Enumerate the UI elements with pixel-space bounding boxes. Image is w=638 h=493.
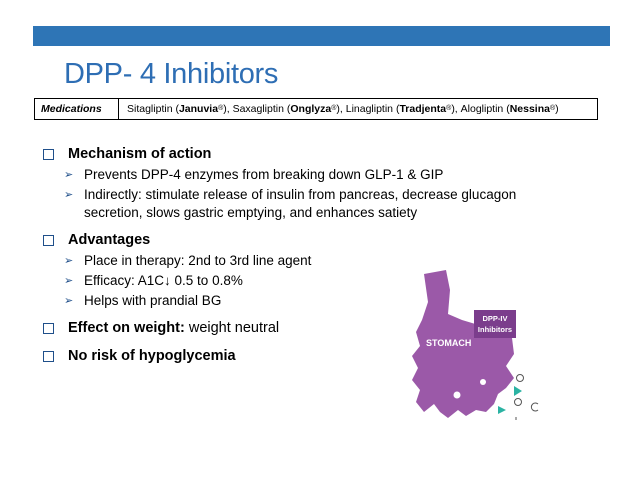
list-item (64, 166, 600, 184)
dpp4-label-line1: DPP-IV (482, 314, 508, 323)
teal-triangle-icon (498, 406, 506, 414)
med-generic-2: Saxagliptin (232, 103, 284, 115)
arrow-bullet-icon: ➢ (64, 169, 74, 181)
arrow-bullet-icon: ➢ (64, 295, 74, 307)
checkbox-bullet-icon (43, 351, 54, 362)
med-generic-1: Sitagliptin (127, 103, 173, 115)
mechanism-point-2: Indirectly: stimulate release of insulin from pancreas, decrease glucagon secretion, slows gastric emptying, and enhances satiety (84, 187, 517, 220)
weight-heading: Effect on weight: (68, 320, 185, 336)
arrow-bullet-icon: ➢ (64, 255, 74, 267)
stomach-label: STOMACH (426, 338, 472, 348)
med-brand-1: Januvia (178, 103, 219, 115)
mechanism-heading: Mechanism of action (68, 146, 212, 162)
teal-triangle-icon (514, 386, 522, 396)
slide-title: DPP- 4 Inhibitors (64, 58, 279, 90)
section-mechanism (40, 146, 600, 162)
molecule-icon (515, 399, 522, 406)
med-generic-4: Alogliptin (460, 103, 504, 115)
med-brand-4: Nessina (509, 103, 550, 115)
dpp4-label-line2: Inhibitors (477, 325, 513, 334)
arrow-bullet-icon: ➢ (64, 275, 74, 287)
weight-value: weight neutral (188, 320, 280, 336)
advantage-point-1: Place in therapy: 2nd to 3rd line agent (84, 253, 312, 268)
advantage-point-2: Efficacy: A1C↓ 0.5 to 0.8% (84, 273, 243, 288)
checkbox-bullet-icon (43, 323, 54, 334)
advantages-heading: Advantages (68, 232, 151, 248)
mechanism-point-1: Prevents DPP-4 enzymes from breaking down GLP-1 & GIP (84, 167, 444, 182)
molecule-icon (517, 375, 524, 382)
checkbox-bullet-icon (43, 235, 54, 246)
dpp4-label-box (474, 310, 516, 338)
medications-list: Sitagliptin ( Januvia ® ), Saxagliptin ( Onglyza ® ), Linagliptin ( Tradjenta ® ), Alogliptin ( Nessina ® ) (127, 103, 559, 115)
med-generic-3: Linagliptin (345, 103, 394, 115)
top-banner-bar (33, 26, 610, 46)
molecule-icon (531, 403, 538, 411)
med-brand-3: Tradjenta (399, 103, 447, 115)
med-brand-2: Onglyza (290, 103, 332, 115)
checkbox-bullet-icon (43, 149, 54, 160)
advantage-point-3: Helps with prandial BG (84, 293, 222, 308)
medications-header: Medications (35, 99, 119, 119)
medications-table (34, 98, 598, 120)
list-item (64, 186, 600, 222)
hypoglycemia-heading: No risk of hypoglycemia (68, 348, 236, 364)
section-advantages (40, 232, 600, 248)
arrow-bullet-icon: ➢ (64, 189, 74, 201)
stomach-illustration (402, 262, 562, 432)
